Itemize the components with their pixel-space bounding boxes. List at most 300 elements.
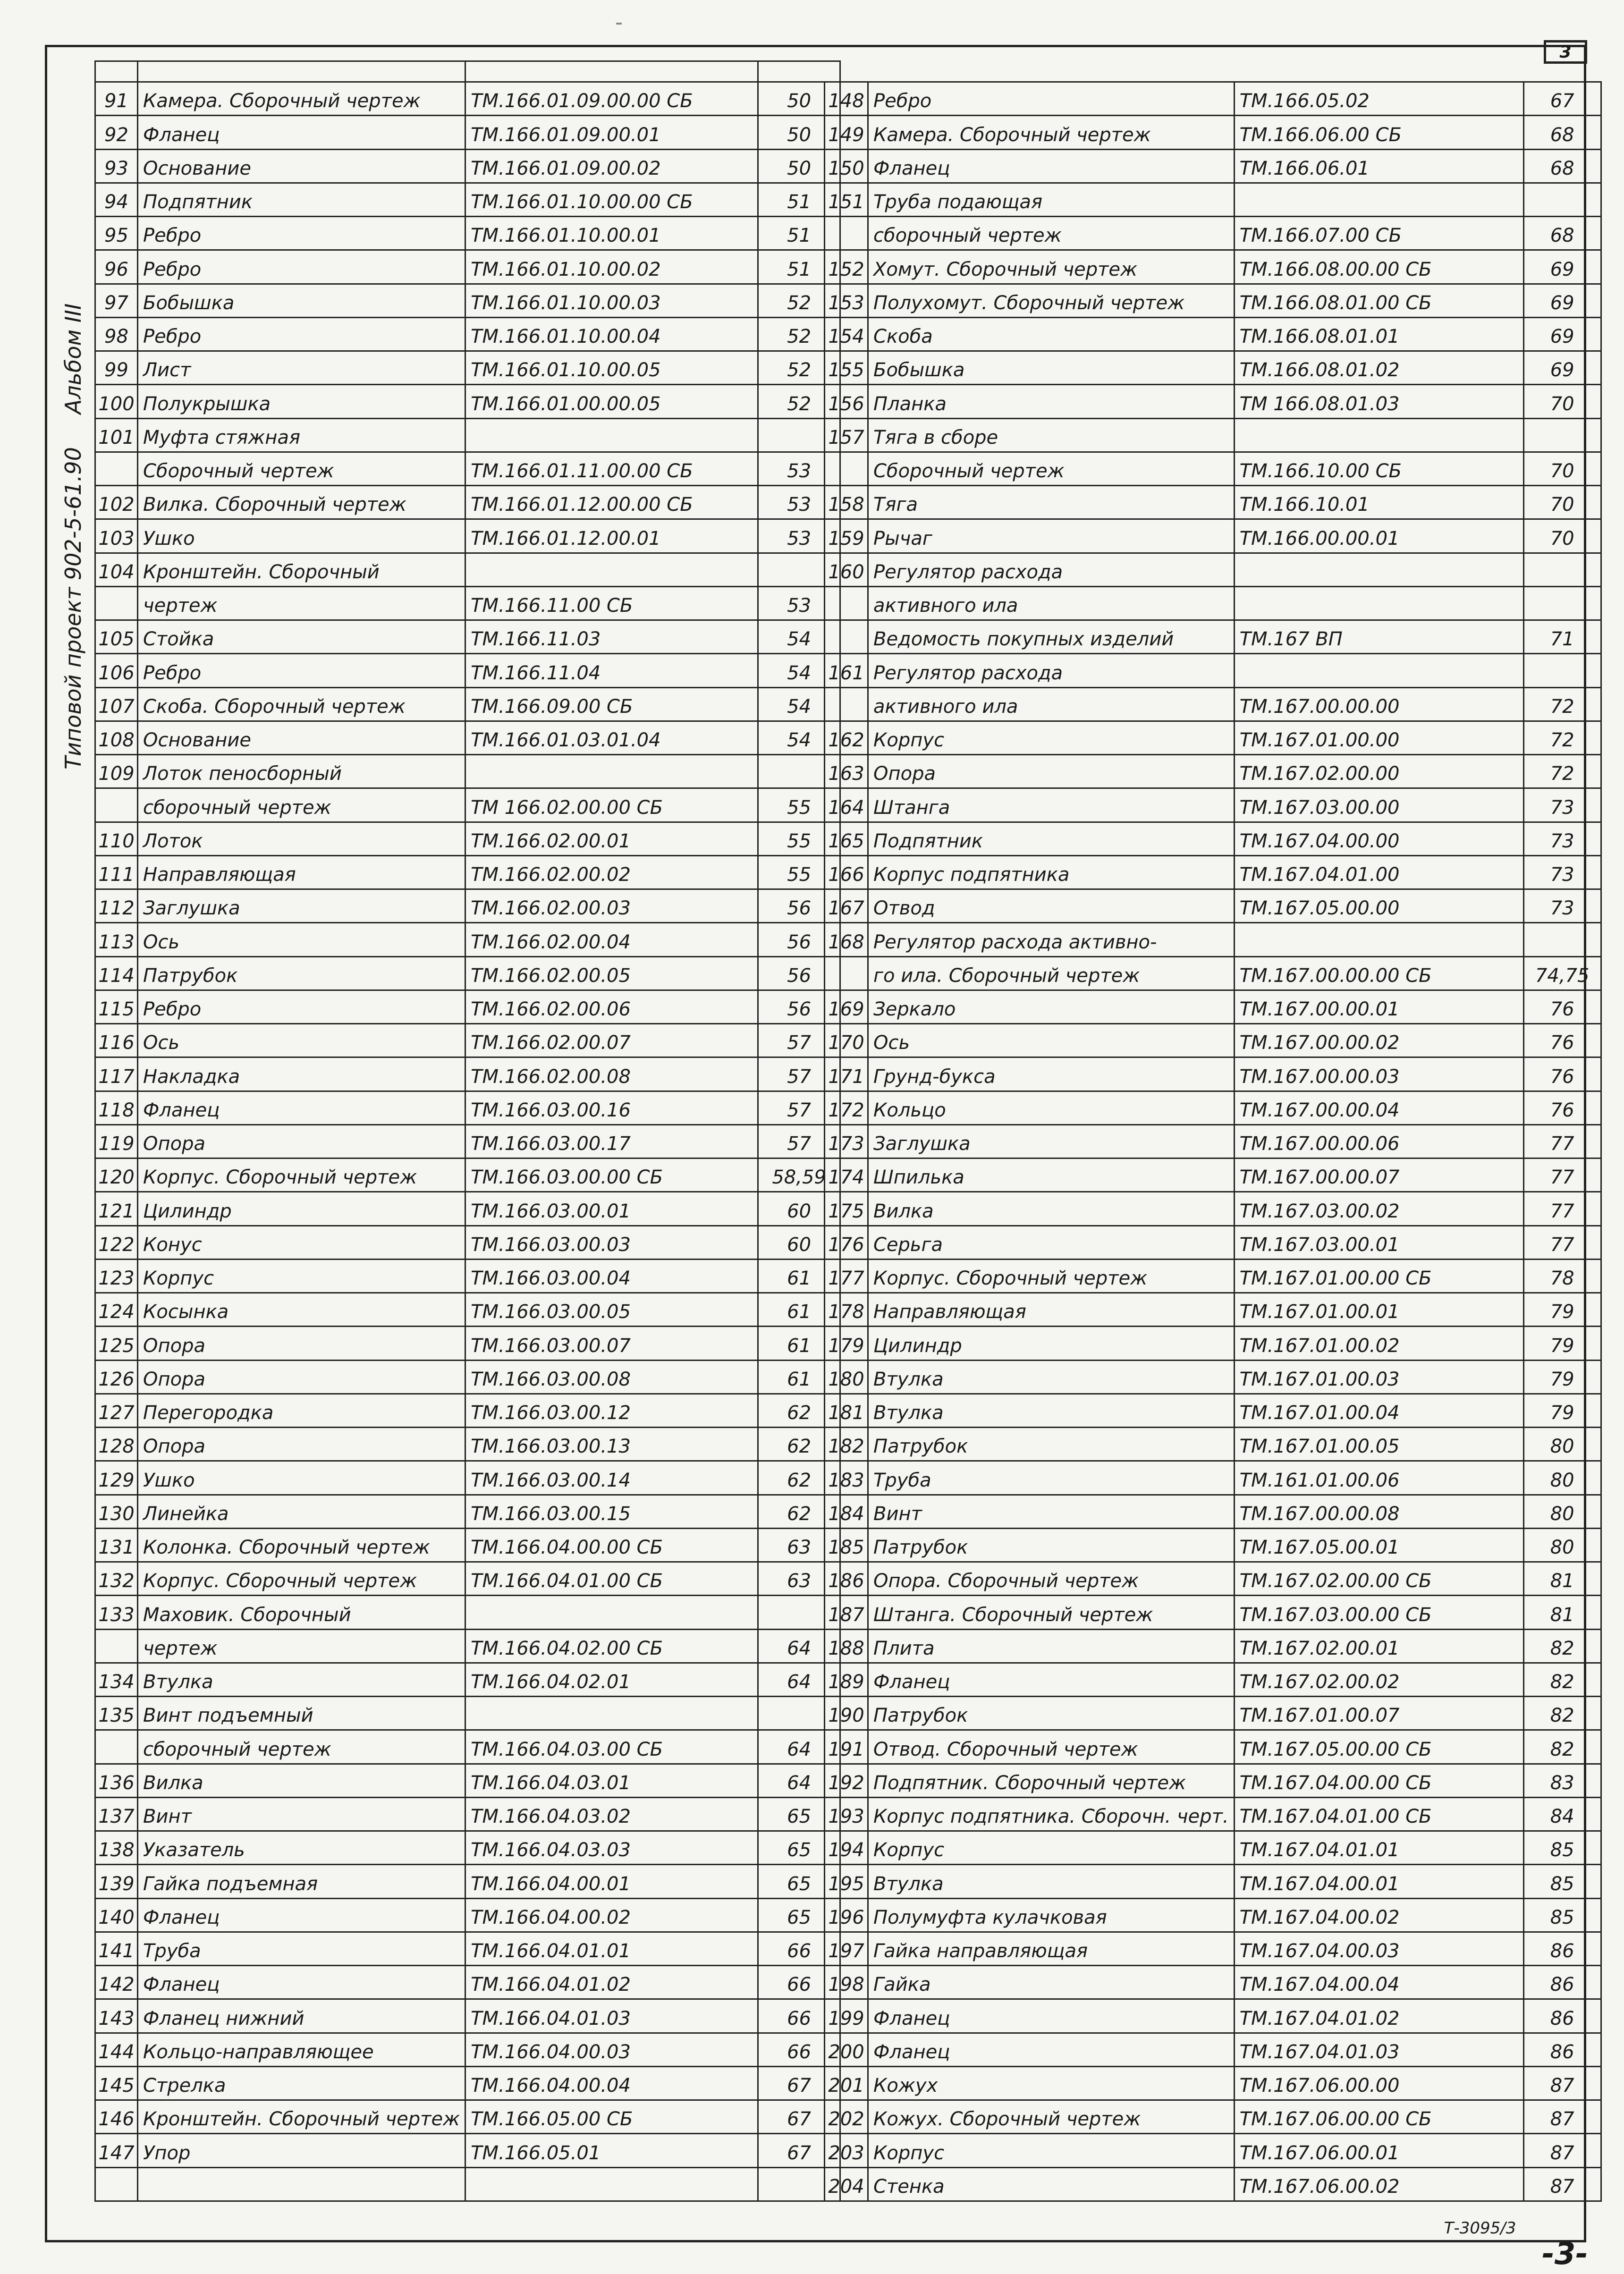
item-number-cell: 121 xyxy=(95,1192,138,1226)
page-cell: 86 xyxy=(1523,1932,1601,1965)
page-cell: 64 xyxy=(758,1730,840,1764)
item-number-cell: 184 xyxy=(825,1495,868,1528)
item-number-cell: 130 xyxy=(95,1495,138,1528)
drawing-code-cell: ТМ.167.05.00.00 СБ xyxy=(1234,1730,1523,1764)
page-cell: 84 xyxy=(1523,1797,1601,1831)
item-name-cell: Вилка xyxy=(868,1192,1235,1226)
table-row xyxy=(95,1764,840,1797)
drawing-code-cell: ТМ.166.04.02.00 СБ xyxy=(465,1629,758,1663)
header-cell xyxy=(95,61,138,82)
page-cell: 73 xyxy=(1523,889,1601,923)
item-name-cell: Ось xyxy=(868,1024,1235,1057)
item-name-cell: Втулка xyxy=(868,1394,1235,1427)
item-name-cell: Шпилька xyxy=(868,1158,1235,1192)
page-cell: 79 xyxy=(1523,1293,1601,1327)
page-cell: 87 xyxy=(1523,2100,1601,2134)
item-name-cell: Зеркало xyxy=(868,990,1235,1023)
header-cell xyxy=(465,61,758,82)
drawing-code-cell: ТМ.166.04.00.04 xyxy=(465,2066,758,2100)
item-number-cell: 149 xyxy=(825,116,868,149)
drawing-code-cell: ТМ.166.08.00.00 СБ xyxy=(1234,250,1523,284)
item-name-cell: Опора xyxy=(868,755,1235,788)
drawing-code-cell: ТМ.166.06.01 xyxy=(1234,149,1523,183)
drawing-code-cell: ТМ.166.01.09.00.00 СБ xyxy=(465,82,758,116)
page-cell: 69 xyxy=(1523,284,1601,317)
drawing-code-cell: ТМ.166.01.09.00.02 xyxy=(465,149,758,183)
item-number-cell xyxy=(95,1730,138,1764)
page-cell: 57 xyxy=(758,1024,840,1057)
item-name-cell: Кожух xyxy=(868,2066,1235,2100)
drawing-code-cell: ТМ.166.08.01.00 СБ xyxy=(1234,284,1523,317)
item-number-cell: 126 xyxy=(95,1360,138,1394)
drawing-code-cell: ТМ.166.05.02 xyxy=(1234,82,1523,116)
item-name-cell: Ребро xyxy=(138,654,465,687)
table-row xyxy=(95,1226,840,1259)
drawing-code-cell xyxy=(465,1596,758,1629)
drawing-code-cell: ТМ.166.03.00.17 xyxy=(465,1124,758,1158)
drawing-code-cell: ТМ.166.07.00 СБ xyxy=(1234,217,1523,250)
page-cell: 57 xyxy=(758,1057,840,1091)
item-number-cell: 179 xyxy=(825,1327,868,1360)
item-name-cell: Штанга. Сборочный чертеж xyxy=(868,1596,1235,1629)
page-cell: 61 xyxy=(758,1360,840,1394)
item-name-cell: Кронштейн. Сборочный чертеж xyxy=(138,2100,465,2134)
item-name-cell: Кольцо-направляющее xyxy=(138,2033,465,2066)
table-row xyxy=(95,1663,840,1696)
page-cell: 61 xyxy=(758,1259,840,1293)
item-name-cell: Винт xyxy=(138,1797,465,1831)
drawing-code-cell: ТМ.167.04.01.01 xyxy=(1234,1831,1523,1865)
item-number-cell xyxy=(95,586,138,620)
item-name-cell: Корпус xyxy=(868,721,1235,754)
item-name-cell: Бобышка xyxy=(868,351,1235,385)
table-row xyxy=(825,1764,1601,1797)
page-cell: 64 xyxy=(758,1764,840,1797)
item-number-cell: 164 xyxy=(825,788,868,822)
item-name-cell: Регулятор расхода xyxy=(868,654,1235,687)
item-number-cell: 112 xyxy=(95,889,138,923)
header-cell xyxy=(138,61,465,82)
page-cell: 76 xyxy=(1523,1091,1601,1124)
table-row xyxy=(825,1024,1601,1057)
table-row xyxy=(825,1461,1601,1495)
page-cell: 56 xyxy=(758,889,840,923)
item-number-cell xyxy=(825,620,868,654)
drawing-code-cell: ТМ.167.02.00.01 xyxy=(1234,1629,1523,1663)
item-name-cell: сборочный чертеж xyxy=(138,788,465,822)
item-name-cell: Штанга xyxy=(868,788,1235,822)
item-name-cell: Камера. Сборочный чертеж xyxy=(868,116,1235,149)
table-row xyxy=(825,284,1601,317)
drawing-code-cell: ТМ.167.03.00.00 СБ xyxy=(1234,1596,1523,1629)
item-name-cell: Отвод xyxy=(868,889,1235,923)
table-row xyxy=(95,2167,840,2201)
item-number-cell: 113 xyxy=(95,923,138,956)
item-name-cell: Тяга xyxy=(868,486,1235,519)
table-row xyxy=(95,855,840,889)
table-row xyxy=(95,1192,840,1226)
page-cell: 50 xyxy=(758,82,840,116)
table-row xyxy=(825,553,1601,586)
page-cell: 62 xyxy=(758,1394,840,1427)
drawing-code-cell: ТМ.166.04.01.01 xyxy=(465,1932,758,1965)
item-name-cell: Плита xyxy=(868,1629,1235,1663)
item-name-cell: Накладка xyxy=(138,1057,465,1091)
page-cell: 70 xyxy=(1523,486,1601,519)
page-cell: 65 xyxy=(758,1831,840,1865)
page-cell: 66 xyxy=(758,1999,840,2033)
item-name-cell: Фланец нижний xyxy=(138,1999,465,2033)
item-number-cell xyxy=(825,687,868,721)
item-number-cell: 93 xyxy=(95,149,138,183)
item-number-cell xyxy=(825,586,868,620)
item-number-cell: 133 xyxy=(95,1596,138,1629)
table-row xyxy=(825,1596,1601,1629)
table-row xyxy=(825,1360,1601,1394)
item-number-cell: 119 xyxy=(95,1124,138,1158)
drawing-code-cell: ТМ.167.03.00.02 xyxy=(1234,1192,1523,1226)
item-name-cell: Серьга xyxy=(868,1226,1235,1259)
drawing-code-cell xyxy=(1234,654,1523,687)
item-number-cell: 150 xyxy=(825,149,868,183)
table-row xyxy=(825,1394,1601,1427)
page-cell: 80 xyxy=(1523,1528,1601,1562)
table-row xyxy=(95,1629,840,1663)
item-name-cell: Сборочный чертеж xyxy=(868,452,1235,485)
page-cell: 82 xyxy=(1523,1663,1601,1696)
page-cell: 70 xyxy=(1523,519,1601,553)
table-row xyxy=(825,1158,1601,1192)
item-number-cell: 115 xyxy=(95,990,138,1023)
drawing-code-cell: ТМ.167 ВП xyxy=(1234,620,1523,654)
item-number-cell: 199 xyxy=(825,1999,868,2033)
table-row xyxy=(95,1327,840,1360)
item-name-cell: Гайка xyxy=(868,1966,1235,1999)
drawing-code-cell: ТМ.166.04.01.00 СБ xyxy=(465,1562,758,1596)
item-number-cell: 152 xyxy=(825,250,868,284)
page-cell: 63 xyxy=(758,1562,840,1596)
table-row xyxy=(825,385,1601,418)
page-cell: 79 xyxy=(1523,1327,1601,1360)
drawing-code-cell: ТМ.167.01.00.03 xyxy=(1234,1360,1523,1394)
item-name-cell: Стойка xyxy=(138,620,465,654)
table-row xyxy=(825,822,1601,855)
page-cell: 65 xyxy=(758,1797,840,1831)
item-name-cell: Ушко xyxy=(138,519,465,553)
page-cell: 61 xyxy=(758,1293,840,1327)
drawing-code-cell: ТМ.167.05.00.01 xyxy=(1234,1528,1523,1562)
page-cell: 69 xyxy=(1523,351,1601,385)
table-row xyxy=(825,1124,1601,1158)
page-cell: 66 xyxy=(758,2033,840,2066)
item-name-cell: Фланец xyxy=(868,149,1235,183)
item-number-cell: 127 xyxy=(95,1394,138,1427)
item-number-cell: 183 xyxy=(825,1461,868,1495)
page-cell: 53 xyxy=(758,519,840,553)
drawing-code-cell: ТМ.167.05.00.00 xyxy=(1234,889,1523,923)
table-row xyxy=(95,1966,840,1999)
drawing-code-cell xyxy=(1234,183,1523,216)
table-row xyxy=(825,1898,1601,1932)
item-number-cell: 154 xyxy=(825,317,868,351)
table-row xyxy=(825,2167,1601,2201)
table-row xyxy=(825,990,1601,1023)
item-number-cell: 105 xyxy=(95,620,138,654)
item-number-cell: 192 xyxy=(825,1764,868,1797)
item-number-cell xyxy=(95,1629,138,1663)
item-number-cell: 193 xyxy=(825,1797,868,1831)
drawing-code-cell: ТМ.167.06.00.00 xyxy=(1234,2066,1523,2100)
item-number-cell xyxy=(825,452,868,485)
page-cell: 87 xyxy=(1523,2134,1601,2167)
page-cell: 54 xyxy=(758,721,840,754)
drawing-code-cell: ТМ.166.04.03.03 xyxy=(465,1831,758,1865)
item-name-cell: Опора. Сборочный чертеж xyxy=(868,1562,1235,1596)
drawing-code-cell: ТМ.166.05.01 xyxy=(465,2134,758,2167)
item-name-cell xyxy=(138,2167,465,2201)
page-cell: 81 xyxy=(1523,1596,1601,1629)
drawing-code-cell: ТМ.166.01.10.00.01 xyxy=(465,217,758,250)
table-row xyxy=(95,654,840,687)
item-name-cell: Опора xyxy=(138,1327,465,1360)
project-code: Типовой проект 902-5-61.90 xyxy=(60,447,86,769)
drawing-code-cell: ТМ.166.06.00 СБ xyxy=(1234,116,1523,149)
drawing-code-cell: ТМ.167.01.00.04 xyxy=(1234,1394,1523,1427)
table-row xyxy=(95,1528,840,1562)
table-row xyxy=(95,1360,840,1394)
table-row xyxy=(95,1932,840,1965)
drawing-code-cell: ТМ.166.02.00.06 xyxy=(465,990,758,1023)
item-name-cell: Камера. Сборочный чертеж xyxy=(138,82,465,116)
table-row xyxy=(825,452,1601,485)
item-name-cell: Труба xyxy=(138,1932,465,1965)
table-row xyxy=(825,250,1601,284)
page-cell: 86 xyxy=(1523,1999,1601,2033)
item-name-cell: Тяга в сборе xyxy=(868,418,1235,452)
item-number-cell: 156 xyxy=(825,385,868,418)
drawing-code-cell: ТМ.166.04.03.01 xyxy=(465,1764,758,1797)
item-name-cell: Корпус xyxy=(868,2134,1235,2167)
drawing-code-cell: ТМ.167.06.00.02 xyxy=(1234,2167,1523,2201)
page-cell: 50 xyxy=(758,149,840,183)
item-name-cell: Перегородка xyxy=(138,1394,465,1427)
item-name-cell: Опора xyxy=(138,1124,465,1158)
table-row xyxy=(95,519,840,553)
table-row xyxy=(825,519,1601,553)
item-number-cell: 92 xyxy=(95,116,138,149)
item-name-cell: Ребро xyxy=(138,217,465,250)
table-row xyxy=(825,351,1601,385)
drawing-code-cell: ТМ.166.11.03 xyxy=(465,620,758,654)
page-cell: 80 xyxy=(1523,1495,1601,1528)
table-row xyxy=(95,1428,840,1461)
item-name-cell: го ила. Сборочный чертеж xyxy=(868,956,1235,990)
table-row xyxy=(825,956,1601,990)
item-number-cell: 153 xyxy=(825,284,868,317)
item-name-cell: Лист xyxy=(138,351,465,385)
page-cell: 77 xyxy=(1523,1158,1601,1192)
drawing-code-cell: ТМ.166.04.02.01 xyxy=(465,1663,758,1696)
table-row xyxy=(95,452,840,485)
page-cell: 76 xyxy=(1523,1024,1601,1057)
item-name-cell: Стрелка xyxy=(138,2066,465,2100)
page-cell: 56 xyxy=(758,990,840,1023)
table-row xyxy=(95,620,840,654)
item-number-cell: 191 xyxy=(825,1730,868,1764)
table-row xyxy=(825,1192,1601,1226)
item-number-cell: 128 xyxy=(95,1428,138,1461)
item-number-cell: 103 xyxy=(95,519,138,553)
item-number-cell: 101 xyxy=(95,418,138,452)
table-header-row xyxy=(95,61,840,82)
table-row xyxy=(825,1226,1601,1259)
page-cell: 66 xyxy=(758,1932,840,1965)
drawing-code-cell: ТМ.166.04.00.01 xyxy=(465,1865,758,1898)
item-name-cell: Труба xyxy=(868,1461,1235,1495)
table-row xyxy=(95,1461,840,1495)
page-cell xyxy=(1523,586,1601,620)
table-row xyxy=(95,486,840,519)
drawing-code-cell: ТМ.167.00.00.08 xyxy=(1234,1495,1523,1528)
drawing-code-cell xyxy=(1234,923,1523,956)
drawing-code-cell: ТМ.167.06.00.01 xyxy=(1234,2134,1523,2167)
item-number-cell: 160 xyxy=(825,553,868,586)
table-row xyxy=(95,250,840,284)
table-row xyxy=(95,385,840,418)
item-name-cell: Фланец xyxy=(138,1898,465,1932)
page-cell: 53 xyxy=(758,486,840,519)
item-name-cell: Регулятор расхода активно- xyxy=(868,923,1235,956)
table-row xyxy=(95,956,840,990)
item-number-cell: 196 xyxy=(825,1898,868,1932)
drawing-code-cell: ТМ.166.01.10.00.05 xyxy=(465,351,758,385)
item-number-cell: 132 xyxy=(95,1562,138,1596)
item-name-cell: Направляющая xyxy=(868,1293,1235,1327)
page-cell: 81 xyxy=(1523,1562,1601,1596)
table-row xyxy=(825,1697,1601,1730)
drawing-code-cell: ТМ.166.03.00.07 xyxy=(465,1327,758,1360)
table-row xyxy=(825,1999,1601,2033)
page-cell: 67 xyxy=(758,2134,840,2167)
item-number-cell: 136 xyxy=(95,1764,138,1797)
drawing-code-cell: ТМ.166.02.00.04 xyxy=(465,923,758,956)
drawing-code-cell: ТМ.166.04.01.02 xyxy=(465,1966,758,1999)
item-number-cell: 194 xyxy=(825,1831,868,1865)
table-row xyxy=(825,586,1601,620)
page-cell: 77 xyxy=(1523,1192,1601,1226)
table-row xyxy=(825,1091,1601,1124)
page-cell xyxy=(1523,418,1601,452)
item-number-cell: 102 xyxy=(95,486,138,519)
item-number-cell: 140 xyxy=(95,1898,138,1932)
table-row xyxy=(825,889,1601,923)
page-cell: 69 xyxy=(1523,317,1601,351)
item-name-cell: Ведомость покупных изделий xyxy=(868,620,1235,654)
page-cell xyxy=(1523,183,1601,216)
drawing-code-cell: ТМ.166.11.00 СБ xyxy=(465,586,758,620)
page-cell: 76 xyxy=(1523,1057,1601,1091)
page-cell: 85 xyxy=(1523,1898,1601,1932)
item-name-cell: Лоток xyxy=(138,822,465,855)
table-row xyxy=(95,317,840,351)
drawing-code-cell: ТМ.166.01.10.00.04 xyxy=(465,317,758,351)
table-row xyxy=(825,855,1601,889)
table-row xyxy=(95,1730,840,1764)
item-name-cell: Фланец xyxy=(868,2033,1235,2066)
page-cell xyxy=(1523,553,1601,586)
table-row xyxy=(825,923,1601,956)
drawing-code-cell: ТМ 166.02.00.00 СБ xyxy=(465,788,758,822)
item-number-cell: 137 xyxy=(95,1797,138,1831)
item-name-cell: Муфта стяжная xyxy=(138,418,465,452)
table-row xyxy=(95,1865,840,1898)
item-number-cell: 186 xyxy=(825,1562,868,1596)
page-cell: 85 xyxy=(1523,1865,1601,1898)
item-number-cell: 181 xyxy=(825,1394,868,1427)
item-name-cell: Скоба. Сборочный чертеж xyxy=(138,687,465,721)
table-row xyxy=(825,1966,1601,1999)
page-cell: 62 xyxy=(758,1428,840,1461)
page-cell: 60 xyxy=(758,1192,840,1226)
item-number-cell: 145 xyxy=(95,2066,138,2100)
table-row xyxy=(825,2134,1601,2167)
table-row xyxy=(825,1932,1601,1965)
item-name-cell: Патрубок xyxy=(868,1428,1235,1461)
drawing-code-cell: ТМ.167.00.00.03 xyxy=(1234,1057,1523,1091)
drawing-code-cell xyxy=(465,2167,758,2201)
item-name-cell: Патрубок xyxy=(868,1528,1235,1562)
page-cell: 82 xyxy=(1523,1697,1601,1730)
drawing-code-cell: ТМ.167.06.00.00 СБ xyxy=(1234,2100,1523,2134)
item-name-cell: Вилка xyxy=(138,1764,465,1797)
drawing-code-cell: ТМ.166.10.01 xyxy=(1234,486,1523,519)
drawing-code-cell: ТМ.166.01.10.00.00 СБ xyxy=(465,183,758,216)
item-name-cell: Вилка. Сборочный чертеж xyxy=(138,486,465,519)
drawing-code-cell: ТМ.167.04.00.03 xyxy=(1234,1932,1523,1965)
item-number-cell: 138 xyxy=(95,1831,138,1865)
table-row xyxy=(825,82,1601,116)
item-number-cell: 96 xyxy=(95,250,138,284)
drawing-code-cell: ТМ.166.03.00.16 xyxy=(465,1091,758,1124)
item-name-cell: Основание xyxy=(138,721,465,754)
item-number-cell: 142 xyxy=(95,1966,138,1999)
drawing-code-cell: ТМ.166.01.03.01.04 xyxy=(465,721,758,754)
item-name-cell: Основание xyxy=(138,149,465,183)
page-cell: 87 xyxy=(1523,2167,1601,2201)
item-name-cell: Планка xyxy=(868,385,1235,418)
item-number-cell: 182 xyxy=(825,1428,868,1461)
drawing-code-cell: ТМ.166.01.00.00.05 xyxy=(465,385,758,418)
item-name-cell: Патрубок xyxy=(138,956,465,990)
page-cell: 67 xyxy=(758,2066,840,2100)
item-name-cell: Заглушка xyxy=(868,1124,1235,1158)
drawing-code-cell: ТМ 166.08.01.03 xyxy=(1234,385,1523,418)
scan-mark xyxy=(616,23,622,25)
item-name-cell: Кожух. Сборочный чертеж xyxy=(868,2100,1235,2134)
item-number-cell: 200 xyxy=(825,2033,868,2066)
table-row xyxy=(95,183,840,216)
table-row xyxy=(825,1562,1601,1596)
item-name-cell: Указатель xyxy=(138,1831,465,1865)
item-name-cell: Кронштейн. Сборочный xyxy=(138,553,465,586)
item-number-cell xyxy=(95,788,138,822)
table-row xyxy=(95,2100,840,2134)
item-number-cell: 180 xyxy=(825,1360,868,1394)
item-number-cell: 188 xyxy=(825,1629,868,1663)
page-cell: 67 xyxy=(758,2100,840,2134)
item-name-cell: Корпус xyxy=(868,1831,1235,1865)
drawing-code-cell: ТМ.166.02.00.01 xyxy=(465,822,758,855)
